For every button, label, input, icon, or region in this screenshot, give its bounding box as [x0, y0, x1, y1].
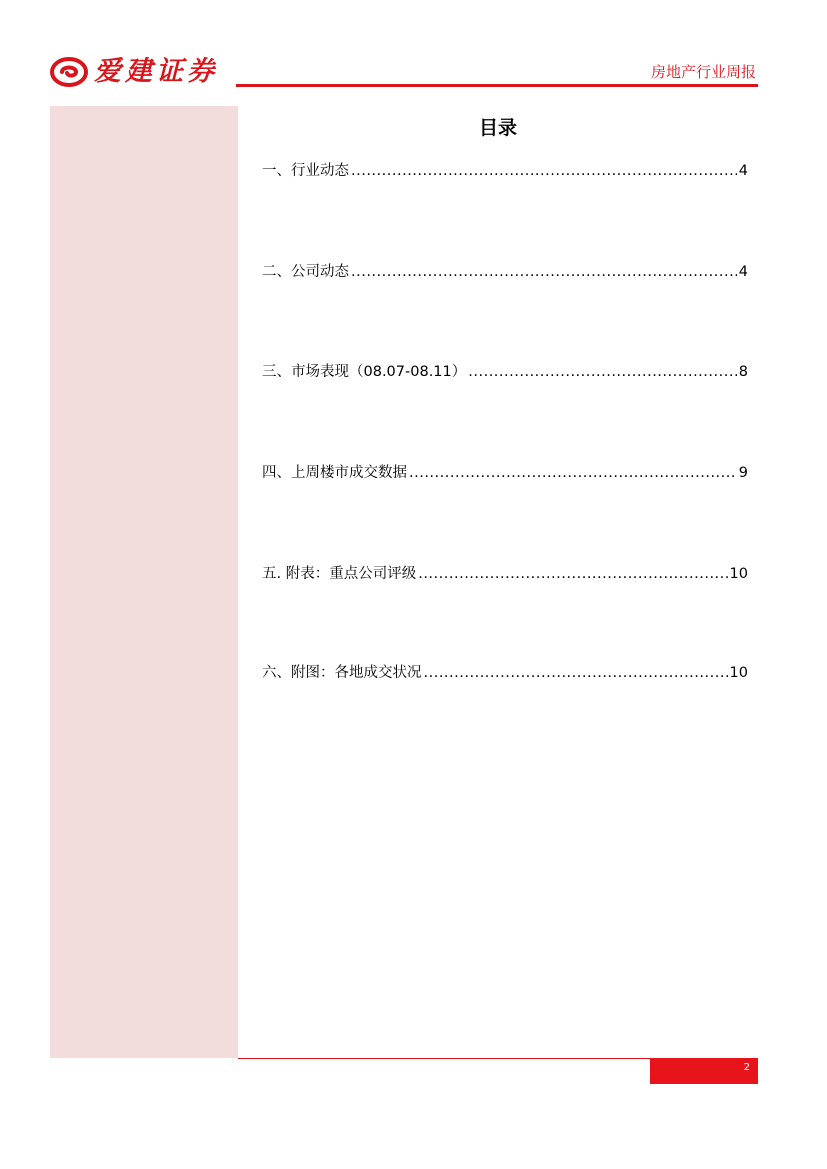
toc-entry-transaction-data[interactable]: [262, 462, 748, 484]
toc-entry-label: 一、行业动态: [262, 163, 349, 179]
toc-entry-page: 9: [738, 465, 748, 481]
page-number: 2: [743, 1062, 750, 1073]
toc-dot-leader: [418, 563, 727, 585]
toc-entry-market-performance[interactable]: [262, 361, 748, 383]
toc-entry-page: 10: [729, 566, 748, 582]
toc-entry-company-ratings[interactable]: [262, 563, 748, 585]
header-divider: [236, 84, 758, 87]
left-sidebar-panel: [50, 106, 238, 1058]
toc-dot-leader: [468, 361, 737, 383]
page-header: [50, 52, 758, 88]
toc-dot-leader: [351, 261, 737, 283]
toc-dot-leader: [424, 662, 728, 684]
toc-entry-page: 4: [738, 264, 748, 280]
toc-entry-page: 4: [738, 163, 748, 179]
report-type-title: 房地产行业周报: [650, 63, 756, 81]
toc-entry-label: 三、市场表现（08.07-08.11）: [262, 364, 467, 380]
logo-swirl-icon: [50, 57, 88, 87]
toc-entry-label: 四、上周楼市成交数据: [262, 465, 407, 481]
toc-entry-label: 二、公司动态: [262, 264, 349, 280]
toc-entry-page: 8: [738, 364, 748, 380]
toc-entry-page: 10: [729, 665, 748, 681]
toc-entry-industry-news[interactable]: [262, 160, 748, 182]
footer-page-box: [650, 1058, 758, 1084]
toc-dot-leader: [409, 462, 737, 484]
toc-entry-regional-charts[interactable]: [262, 662, 748, 684]
toc-title: 目录: [478, 117, 517, 139]
toc-entry-company-news[interactable]: [262, 261, 748, 283]
company-logo: [50, 56, 218, 88]
toc-entry-label: 六、附图：各地成交状况: [262, 665, 422, 681]
logo-text: 爱建证券: [94, 56, 218, 87]
toc-entry-label: 五. 附表：重点公司评级: [262, 566, 417, 582]
toc-dot-leader: [351, 160, 737, 182]
